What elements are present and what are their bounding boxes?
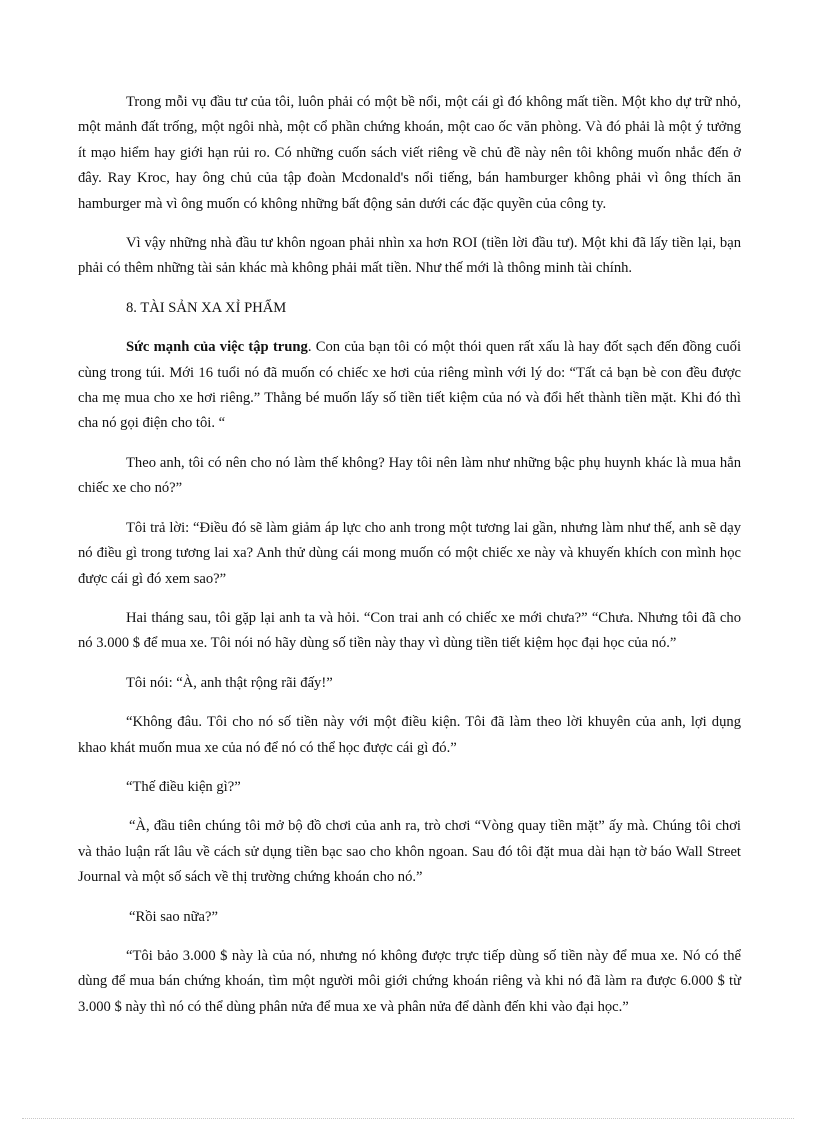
paragraph-reply: Tôi trả lời: “Điều đó sẽ làm giảm áp lực cho anh trong một tương lai gần, nhưng làm như thế, anh sẽ dạy nó điều gì trong tương lai xa? Anh thử dùng cái mong muốn có một chiếc xe này và khuyến khích con mình học được cái gì đó xem sao?” (78, 519, 741, 587)
document-page (78, 90, 741, 1034)
paragraph-investment-base: Trong mỗi vụ đầu tư của tôi, luôn phải có một bề nổi, một cái gì đó không mất tiền. Một kho dự trữ nhỏ, một mảnh đất trống, một ngôi nhà, một cổ phần chứng khoán, một cao ốc văn phòng. Và đó phải là một ý tưởng ít mạo hiểm hay giới hạn rủi ro. Có những cuốn sách viết riêng về chủ đề này nên tôi không muốn nhắc đến ở đây. Ray Kroc, hay ông chủ của tập đoàn Mcdonald's nổi tiếng, bán hamburger không phải vì ông thích ăn hamburger mà vì ông muốn có không những bất động sản dưới các đặc quyền của công ty. (78, 94, 741, 212)
page-bottom-divider (22, 1118, 794, 1119)
paragraph-then-what: “Rồi sao nữa?” (129, 908, 218, 925)
paragraph-question: Theo anh, tôi có nên cho nó làm thế không? Hay tôi nên làm như những bậc phụ huynh khác là mua hẳn chiếc xe cho nó?” (78, 454, 741, 497)
paragraph-focus-power (78, 335, 741, 437)
paragraph-generous: Tôi nói: “À, anh thật rộng rãi đấy!” (126, 674, 333, 691)
paragraph-what-condition: “Thế điều kiện gì?” (126, 778, 241, 795)
section-heading: 8. TÀI SẢN XA XỈ PHẨM (126, 299, 287, 316)
paragraph-stocks: “Tôi bảo 3.000 $ này là của nó, nhưng nó không được trực tiếp dùng số tiền này để mua xe. Nó có thể dùng để mua bán chứng khoán, tìm một người môi giới chứng khoán riêng và khi nó đã làm ra được 6.000 $ từ 3.000 $ này thì nó có thể dùng phân nửa để mua xe và phân nửa để dành đến khi vào đại học.” (78, 947, 741, 1015)
paragraph-focus-text: . Con của bạn tôi có một thói quen rất xấu là hay đốt sạch đến đồng cuối cùng trong túi. Mới 16 tuổi nó đã muốn có chiếc xe hơi của riêng mình với lý do: “Tất cả bạn bè con đều được cha mẹ mua cho xe hơi riêng.” Thằng bé muốn lấy số tiền tiết kiệm của nó và đổi hết thành tiền mặt. Khi đó thì cha nó gọi điện cho tôi. “ (78, 339, 742, 432)
paragraph-cashflow-game: “À, đầu tiên chúng tôi mở bộ đồ chơi của anh ra, trò chơi “Vòng quay tiền mặt” ấy mà. Chúng tôi chơi và thảo luận rất lâu về cách sử dụng tiền bạc sao cho khôn ngoan. Sau đó tôi đặt mua dài hạn tờ báo Wall Street Journal và một số sách về thị trường chứng khoán cho nó.” (78, 818, 741, 886)
paragraph-roi: Vì vậy những nhà đầu tư khôn ngoan phải nhìn xa hơn ROI (tiền lời đầu tư). Một khi đã lấy tiền lại, bạn phải có thêm những tài sản khác mà không phải mất tiền. Như thế mới là thông minh tài chính. (78, 235, 741, 277)
paragraph-condition: “Không đâu. Tôi cho nó số tiền này với một điều kiện. Tôi đã làm theo lời khuyên của anh, lợi dụng khao khát muốn mua xe của nó để nó có thể học được cái gì đó.” (78, 714, 741, 756)
bold-lead: Sức mạnh của việc tập trung (126, 339, 308, 356)
paragraph-two-months: Hai tháng sau, tôi gặp lại anh ta và hỏi. “Con trai anh có chiếc xe mới chưa?” “Chưa. Nhưng tôi đã cho nó 3.000 $ để mua xe. Tôi nói nó hãy dùng số tiền này thay vì dùng tiền tiết kiệm học đại học của nó.” (78, 609, 741, 652)
